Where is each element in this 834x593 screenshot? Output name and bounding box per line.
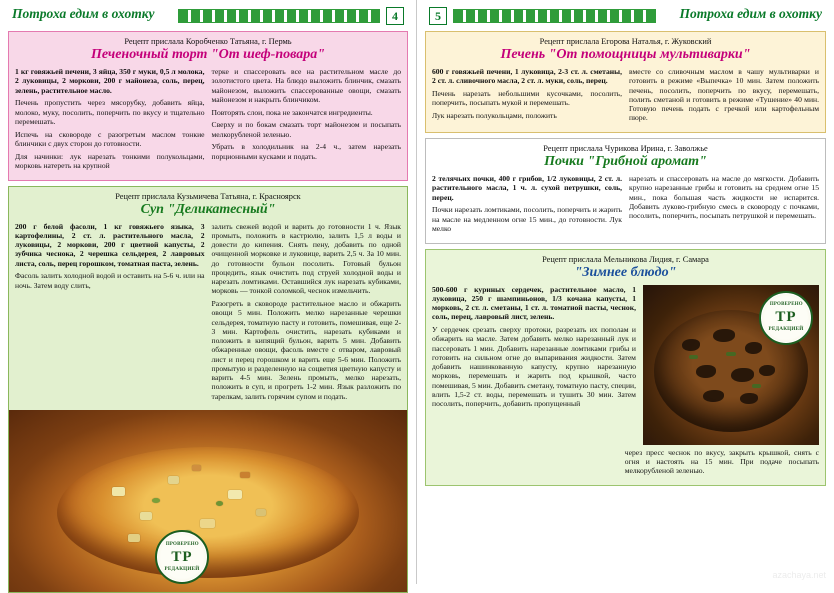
recipe-paragraph: Лук нарезать полукольцами, положить (432, 111, 622, 120)
header-decorative-band (178, 9, 380, 23)
recipe-block-liver-cake (8, 31, 408, 181)
recipe-paragraph: вместе со сливочным маслом в чашу мультиварки и готовить в режиме «Выпечка» 10 мин. Затем положить печень, посолить, поперчить по вкусу, перемешать, полить сметаной и готовить в режиме «Тушение» 40 мин. Готовую печень подать с гречкой или картофельным пюре. (629, 67, 819, 123)
recipe-title: Печень "От помощницы мультиварки" (432, 47, 819, 63)
recipe-column-right (212, 222, 402, 405)
recipe-title: Печеночный торт "От шеф-повара" (15, 47, 401, 63)
recipe-paragraph: терке и спассеровать все на растительном масле до золотистого цвета. На блюдо выложить блинчик, смазать майонезом, выложить спассерованные овощи, смазать майонезом и накрыть блинчиком. (212, 67, 402, 104)
left-page (0, 0, 417, 584)
recipe-paragraph: Для начинки: лук нарезать тонкими полукольцами, морковь натереть на крупной (15, 152, 205, 171)
recipe-block-winter-dish (425, 249, 826, 486)
recipe-credit: Рецепт прислала Кузьмичева Татьяна, г. Красноярск (15, 192, 401, 201)
magazine-header-title: Потроха едим в охотку (679, 6, 822, 22)
right-page-header (425, 6, 826, 28)
recipe-paragraph: Почки нарезать ломтиками, посолить, поперчить и жарить на масле на медленном огне 15 мин., до готовности. Лук мелко (432, 205, 622, 233)
right-page-number: 5 (429, 7, 447, 25)
recipe-paragraph: Сверху и по бокам смазать торт майонезом и посыпать мелкорубленой зеленью. (212, 120, 402, 139)
recipe-ingredients: 1 кг говяжьей печени, 3 яйца, 350 г муки, 0,5 л молока, 2 луковицы, 2 моркови, 200 г майонеза, соль, перец, зелень, растительное масло. (15, 67, 205, 95)
recipe-credit: Рецепт прислала Чурикова Ирина, г. Заволжье (432, 144, 819, 153)
left-page-number: 4 (386, 7, 404, 25)
stamp-bottom-text: РЕДАКЦИЕЙ (164, 567, 199, 573)
recipe-paragraph: залить свежей водой и варить до готовности 1 ч. Язык промыть, положить в кастрюлю, залить 1,5 л воды и довести до кипения. Снять пену, добавить по одной очищенной морковке и луковице, варить 2,5 ч. За 10 мин. до готовности бульон посолить. Готовый бульон процедить, язык очистить под струей холодной воды и нарезать ломтиками. Оставшийся лук нарезать кубиками, морковь — тонкой соломкой, чеснок измельчить. (212, 222, 402, 296)
left-page-header (8, 6, 408, 28)
header-decorative-band (453, 9, 656, 23)
recipe-column-right (629, 174, 819, 237)
stamp-top-text: ПРОВЕРЕНО (770, 302, 803, 308)
stamp-mark: ТР (171, 549, 192, 566)
recipe-title: "Зимнее блюдо" (432, 265, 819, 281)
recipe-block-kidneys-mushroom-aroma (425, 138, 826, 244)
recipe-ingredients: 600 г говяжьей печени, 1 луковица, 2-3 ст. л. сметаны, 2 ст. л. сливочного масла, 2 ст. л. муки, соль, перец. (432, 67, 622, 86)
recipe-block-multicooker-liver (425, 31, 826, 133)
magazine-header-title: Потроха едим в охотку (12, 6, 155, 22)
recipe-title: Суп "Деликатесный" (15, 202, 401, 218)
recipe-title: Почки "Грибной аромат" (432, 154, 819, 170)
stamp-bottom-text: РЕДАКЦИЕЙ (768, 327, 803, 333)
recipe-paragraph: через пресс чеснок по вкусу, закрыть крышкой, снять с огня и настоять на 15 мин. При подаче посыпать мелкорубленой зеленью. (625, 448, 819, 476)
stamp-mark: ТР (775, 309, 796, 326)
recipe-column-right (212, 67, 402, 174)
recipe-column-left (15, 67, 205, 174)
soup-photograph (9, 410, 407, 592)
verified-by-editors-stamp (155, 530, 209, 584)
recipe-paragraph: Фасоль залить холодной водой и оставить на 5-6 ч. или на ночь. Затем воду слить, (15, 271, 205, 290)
soup-ingredients-detail (9, 410, 407, 592)
recipe-column-left (432, 174, 622, 237)
verified-by-editors-stamp (759, 291, 813, 345)
recipe-credit: Рецепт прислала Коробченко Татьяна, г. Пермь (15, 37, 401, 46)
recipe-column-right (625, 448, 819, 479)
recipe-column-left (432, 285, 636, 445)
recipe-paragraph: Печень нарезать небольшими кусочками, посолить, поперчить, посыпать мукой и перемешать. (432, 89, 622, 108)
recipe-paragraph: Убрать в холодильник на 2-4 ч., затем нарезать порционными кусками и подать. (212, 142, 402, 161)
winter-dish-photo-slot (643, 285, 819, 445)
recipe-paragraph: Испечь на сковороде с разогретым маслом тонкие блинчики с двух сторон до готовности. (15, 130, 205, 149)
site-watermark: azachaya.net (772, 570, 826, 580)
recipe-credit: Рецепт прислала Егорова Наталья, г. Жуковский (432, 37, 819, 46)
right-page (417, 0, 834, 584)
recipe-paragraph: Разогреть в сковороде растительное масло и обжарить овощи 5 мин. Положить мелко нарезанные черешки сельдерея, томатную пасту и готовить, помешивая, еще 2-3 мин. Картофель очистить, нарезать кубиками и положить в кипящий бульон, варить 5 мин. Добавить обжаренные овощи, фасоль вместе с отваром, лавровый лист и перец горошком и варить еще 5-6 мин. Положить промытую и разделенную на соцветия цветную капусту и варить 4-5 мин. Зелень промыть, мелко нарезать, положить в суп, и прогреть 1-2 мин. Язык разложить по тарелкам, залить горячим супом и подать. (212, 299, 402, 401)
recipe-credit: Рецепт прислала Мельникова Лидия, г. Самара (432, 255, 819, 264)
recipe-column-left (432, 67, 622, 126)
winter-dish-photograph (643, 285, 819, 445)
recipe-block-delicacy-soup (8, 186, 408, 593)
recipe-ingredients: 200 г белой фасоли, 1 кг говяжьего языка, 3 картофелины, 2 ст. л. растительного масла, 2 луковицы, 2 моркови, 200 г цветной капусты, 2 зубчика чеснока, 2 черешка сельдерея, 2 лавровых листа, соль, перец горошком, томатная паста, зелень. (15, 222, 205, 268)
recipe-paragraph: У сердечек срезать сверху протоки, разрезать их пополам и обжарить на масле. Затем добавить мелко нарезанный лук и пассеровать 1 мин. Добавить нарезанные ломтиками грибы и готовить на сильном огне до выпаривания жидкости. Затем добавить нашинкованную капусту, крупно нарезанную морковь, перемешать и жарить под крышкой, часто помешивая, 5 мин. Добавить сметану, томатную пасту, специи, влить 1,5-2 ст. воды, перемешать и тушить 30 мин. Затем посолить, поперчить, добавить пропущенный (432, 325, 636, 408)
recipe-ingredients: 500-600 г куриных сердечек, растительное масло, 1 луковица, 250 г шампиньонов, 1/3 кочана капусты, 1 морковь, 2 ст. л. сметаны, 1 ст. л. томатной пасты, чеснок, соль, перец, лавровый лист, зелень. (432, 285, 636, 322)
recipe-paragraph: Повторять слои, пока не закончатся ингредиенты. (212, 108, 402, 117)
recipe-paragraph: Печень пропустить через мясорубку, добавить яйца, молоко, муку, посолить, поперчить по вкусу и тщательно перемешать. (15, 98, 205, 126)
stamp-top-text: ПРОВЕРЕНО (166, 542, 199, 548)
recipe-ingredients: 2 телячьих почки, 400 г грибов, 1/2 луковицы, 2 ст. л. растительного масла, 1 ч. л. сухой петрушки, соль, перец. (432, 174, 622, 202)
recipe-column-left (15, 222, 205, 405)
recipe-paragraph: нарезать и спассеровать на масле до мягкости. Добавить крупно нарезанные грибы и готовить на среднем огне 15 мин., пока большая часть жидкости не испарится. Добавить луково-грибную смесь в сковороду с почками, посолить, поперчить, посыпать петрушкой и перемешать. (629, 174, 819, 220)
recipe-column-spacer (432, 448, 618, 479)
recipe-column-right (629, 67, 819, 126)
